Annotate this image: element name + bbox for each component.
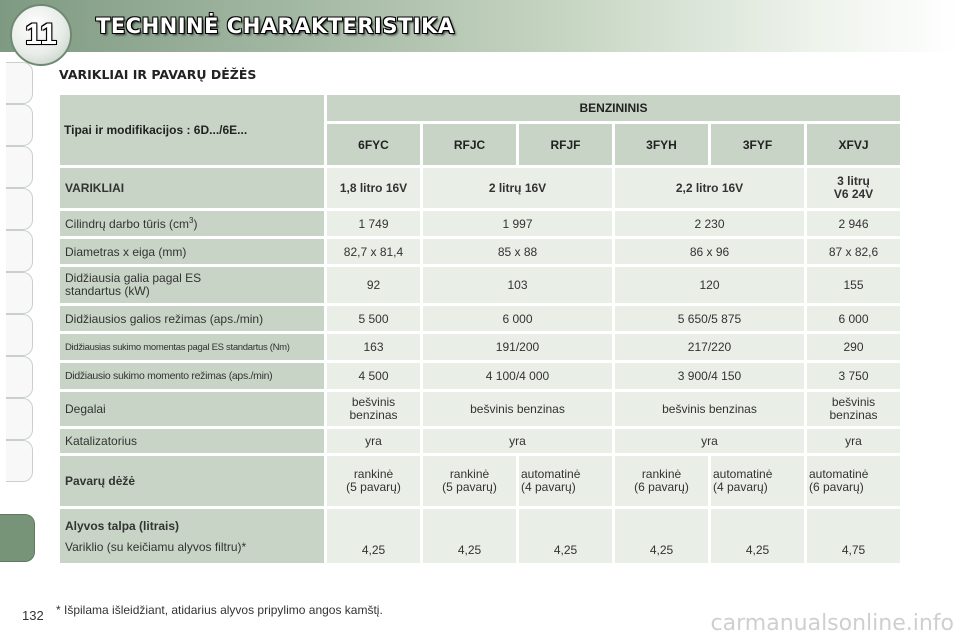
- oil-value: 4,25: [423, 509, 516, 563]
- row-label: [60, 267, 324, 303]
- oil-label-cell: [60, 509, 324, 563]
- side-tab[interactable]: [6, 440, 33, 482]
- gearbox-line: rankinė: [449, 467, 490, 481]
- model-header: RFJF: [519, 124, 612, 165]
- gearbox-cell: [327, 456, 420, 506]
- value-cell: 5 500: [327, 306, 420, 331]
- model-header: 6FYC: [327, 124, 420, 165]
- gearbox-cell: [423, 456, 516, 506]
- gearbox-line: automatinė: [809, 467, 869, 481]
- side-tab[interactable]: [6, 230, 33, 272]
- row-label-end: ): [193, 217, 198, 231]
- row-label-line: Didžiausia galia pagal ES: [65, 271, 202, 285]
- row-label-sup: 3: [189, 216, 194, 225]
- fuel-group-header: BENZININIS: [327, 95, 900, 121]
- value-cell: 92: [327, 267, 420, 303]
- engine-cell: [807, 168, 900, 208]
- side-tab-active[interactable]: [0, 514, 35, 562]
- gearbox-cell: [519, 456, 612, 506]
- value-cell: 191/200: [423, 334, 612, 360]
- value-cell: 82,7 x 81,4: [327, 239, 420, 264]
- gearbox-label: Pavarų dėžė: [60, 456, 324, 506]
- value-cell: 85 x 88: [423, 239, 612, 264]
- gearbox-cell: [615, 456, 708, 506]
- value-cell: 290: [807, 334, 900, 360]
- value-cell: 4 100/4 000: [423, 363, 612, 389]
- value-cell: 1 749: [327, 211, 420, 236]
- value-cell: [807, 392, 900, 426]
- row-label: [60, 211, 324, 236]
- side-tab[interactable]: [6, 272, 33, 314]
- model-header: XFVJ: [807, 124, 900, 165]
- value-cell: bešvinis benzinas: [615, 392, 804, 426]
- value-cell: 3 900/4 150: [615, 363, 804, 389]
- value-cell: 5 650/5 875: [615, 306, 804, 331]
- row-label-line: standartus (kW): [65, 284, 150, 298]
- gearbox-line: rankinė: [353, 467, 394, 481]
- engine-spec-table: [57, 92, 903, 566]
- value-cell: 6 000: [807, 306, 900, 331]
- chapter-number-badge: [10, 4, 72, 66]
- watermark: carmanualsonline.info: [710, 611, 954, 636]
- engine-cell-line: V6 24V: [833, 187, 874, 201]
- footnote: * Išpilama išleidžiant, atidarius alyvos pripylimo angos kamštį.: [56, 603, 383, 617]
- oil-sublabel: Variklio (su keičiamu alyvos filtru)*: [65, 540, 247, 554]
- value-cell: 217/220: [615, 334, 804, 360]
- oil-value: 4,25: [615, 509, 708, 563]
- value-cell: 2 230: [615, 211, 804, 236]
- value-cell: 2 946: [807, 211, 900, 236]
- row-label: Didžiausias sukimo momentas pagal ES standartus (Nm): [60, 334, 324, 360]
- side-tab[interactable]: [6, 188, 33, 230]
- side-tab[interactable]: [6, 62, 33, 104]
- value-line: bešvinis: [831, 395, 876, 409]
- value-cell: 1 997: [423, 211, 612, 236]
- row-label: Katalizatorius: [60, 429, 324, 453]
- value-line: benzinas: [349, 408, 398, 422]
- side-tab[interactable]: [6, 314, 33, 356]
- oil-value: 4,25: [327, 509, 420, 563]
- engines-label: VARIKLIAI: [60, 168, 324, 208]
- gearbox-line: (6 pavarų): [634, 480, 689, 494]
- oil-label: Alyvos talpa (litrais): [65, 519, 180, 533]
- gearbox-line: automatinė: [521, 467, 581, 481]
- side-tab[interactable]: [6, 356, 33, 398]
- row-label-text: Cilindrų darbo tūris (cm: [65, 217, 190, 231]
- oil-value: 4,25: [519, 509, 612, 563]
- value-cell: yra: [423, 429, 612, 453]
- model-header: RFJC: [423, 124, 516, 165]
- gearbox-line: rankinė: [641, 467, 682, 481]
- value-cell: yra: [327, 429, 420, 453]
- row-label: Diametras x eiga (mm): [60, 239, 324, 264]
- chapter-title: TECHNINĖ CHARAKTERISTIKA: [96, 14, 455, 38]
- gearbox-line: (4 pavarų): [713, 480, 768, 494]
- value-cell: [327, 392, 420, 426]
- gearbox-line: automatinė: [713, 467, 773, 481]
- value-cell: 163: [327, 334, 420, 360]
- value-cell: 86 x 96: [615, 239, 804, 264]
- value-cell: bešvinis benzinas: [423, 392, 612, 426]
- model-header: 3FYF: [711, 124, 804, 165]
- engine-cell: 2 litrų 16V: [423, 168, 612, 208]
- row-label: Didžiausio sukimo momento režimas (aps./min): [60, 363, 324, 389]
- engine-cell: 2,2 litro 16V: [615, 168, 804, 208]
- section-title: VARIKLIAI IR PAVARŲ DĖŽĖS: [59, 67, 257, 82]
- model-header: 3FYH: [615, 124, 708, 165]
- gearbox-line: (4 pavarų): [521, 480, 576, 494]
- chapter-number: 11: [25, 18, 57, 51]
- value-cell: 155: [807, 267, 900, 303]
- types-label: Tipai ir modifikacijos : 6D.../6E...: [60, 95, 324, 165]
- value-cell: 103: [423, 267, 612, 303]
- oil-value: 4,75: [807, 509, 900, 563]
- oil-value: 4,25: [711, 509, 804, 563]
- gearbox-line: (5 pavarų): [442, 480, 497, 494]
- value-line: bešvinis: [351, 395, 396, 409]
- value-cell: 120: [615, 267, 804, 303]
- value-cell: yra: [807, 429, 900, 453]
- side-chapter-tabs: [0, 62, 34, 582]
- value-cell: 3 750: [807, 363, 900, 389]
- value-cell: 87 x 82,6: [807, 239, 900, 264]
- gearbox-cell: [807, 456, 900, 506]
- value-line: benzinas: [829, 408, 878, 422]
- side-tab[interactable]: [6, 398, 33, 440]
- gearbox-cell: [711, 456, 804, 506]
- row-label: Degalai: [60, 392, 324, 426]
- engine-cell: 1,8 litro 16V: [327, 168, 420, 208]
- side-tab[interactable]: [6, 146, 33, 188]
- gearbox-line: (5 pavarų): [346, 480, 401, 494]
- row-label: Didžiausios galios režimas (aps./min): [60, 306, 324, 331]
- value-cell: 4 500: [327, 363, 420, 389]
- engine-cell-line: 3 litrų: [837, 174, 870, 188]
- value-cell: 6 000: [423, 306, 612, 331]
- value-cell: yra: [615, 429, 804, 453]
- gearbox-line: (6 pavarų): [809, 480, 864, 494]
- page-number: 132: [22, 608, 44, 623]
- side-tab[interactable]: [6, 104, 33, 146]
